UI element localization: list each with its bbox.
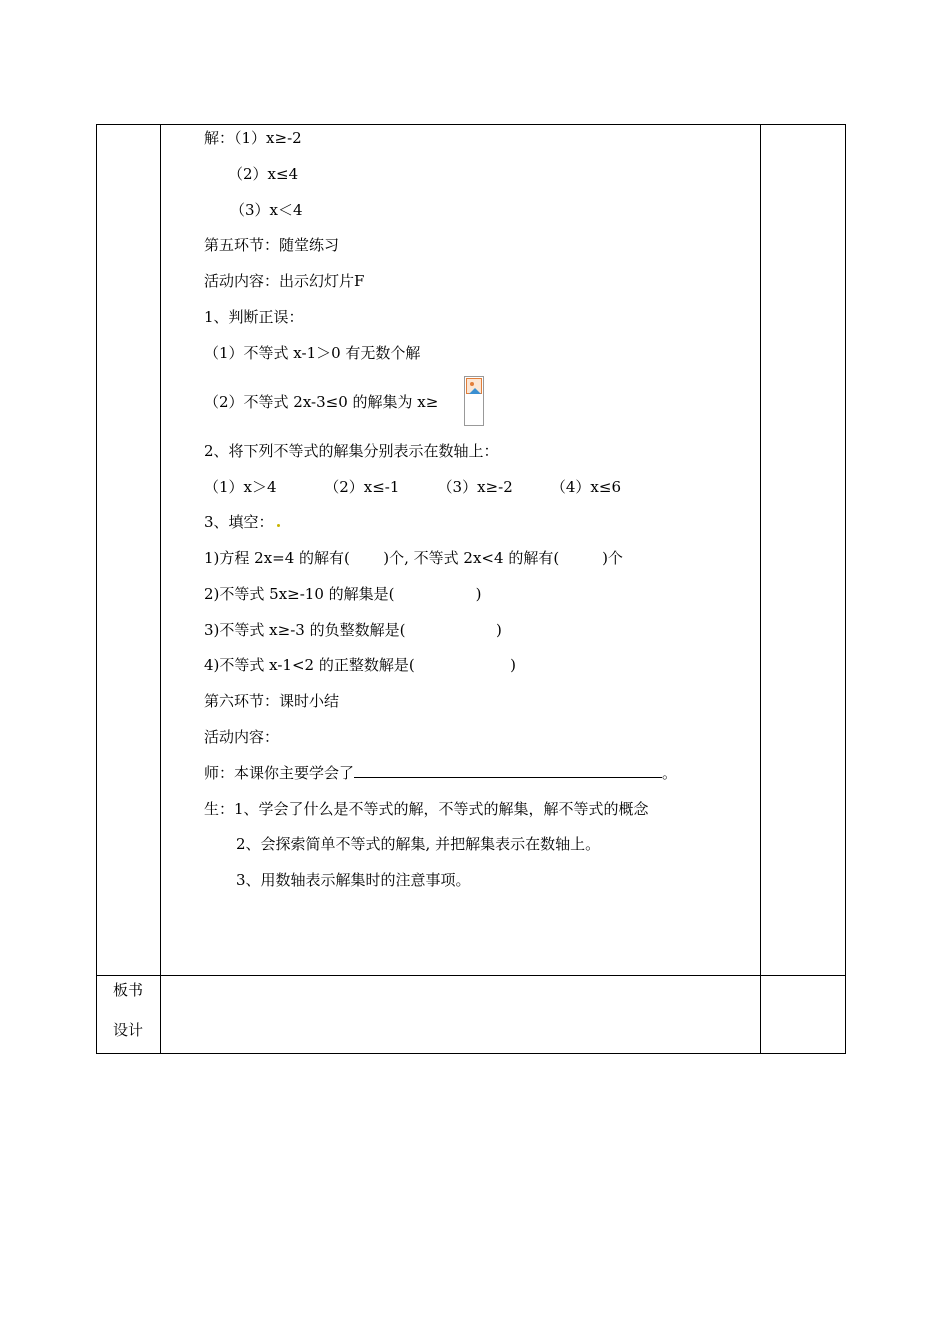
lesson-content <box>204 124 764 974</box>
exercise-2-title: 2、将下列不等式的解集分别表示在数轴上： <box>204 442 499 460</box>
image-placeholder-icon <box>464 376 484 426</box>
table-border-bottom <box>96 1053 846 1054</box>
exercise-2-items: （1）x＞4 （2）x≤-1 （3）x≥-2 （4）x≤6 <box>204 478 621 496</box>
fill-blank-4: 4)不等式 x-1<2 的正整数解是( ) <box>204 656 516 674</box>
fill-blank-3: 3)不等式 x≥-3 的负整数解是( ) <box>204 621 502 639</box>
answer-blank <box>354 763 662 778</box>
fill-blank-1: 1)方程 2x=4 的解有( )个, 不等式 2x<4 的解有( )个 <box>204 549 623 567</box>
solution-line-1: 解：（1）x≥-2 <box>204 129 302 147</box>
solution-line-3: （3）x＜4 <box>230 201 303 219</box>
table-row-divider <box>96 975 846 976</box>
exercise-1-title: 1、判断正误： <box>204 308 304 326</box>
exercise-1-item-2: （2）不等式 2x-3≤0 的解集为 x≥ <box>204 393 439 411</box>
section-six-title: 第六环节：课时小结 <box>204 692 340 710</box>
exercise-3-title: 3、填空： <box>204 512 280 532</box>
exercise-1-item-1: （1）不等式 x-1＞0 有无数个解 <box>204 344 421 362</box>
fill-blank-2: 2)不等式 5x≥-10 的解集是( ) <box>204 585 482 603</box>
teacher-line: 师：本课你主要学会了 。 <box>204 764 678 782</box>
student-line-1: 生：1、学会了什么是不等式的解，不等式的解集，解不等式的概念 <box>204 800 649 818</box>
board-label-line-1: 板书 <box>112 981 143 999</box>
student-line-3: 3、用数轴表示解集时的注意事项。 <box>236 871 471 889</box>
board-label-line-2: 设计 <box>112 1021 143 1039</box>
table-border-left <box>96 124 97 1054</box>
activity-content-label: 活动内容： <box>204 728 280 746</box>
student-line-2: 2、会探索简单不等式的解集, 并把解集表示在数轴上。 <box>236 835 601 853</box>
solution-line-2: （2）x≤4 <box>228 165 299 183</box>
table-border-right <box>845 124 846 1054</box>
lesson-table <box>96 124 846 1054</box>
activity-content-f: 活动内容：出示幻灯片F <box>204 272 365 290</box>
section-five-title: 第五环节：随堂练习 <box>204 236 340 254</box>
table-border-col1 <box>160 124 161 1054</box>
